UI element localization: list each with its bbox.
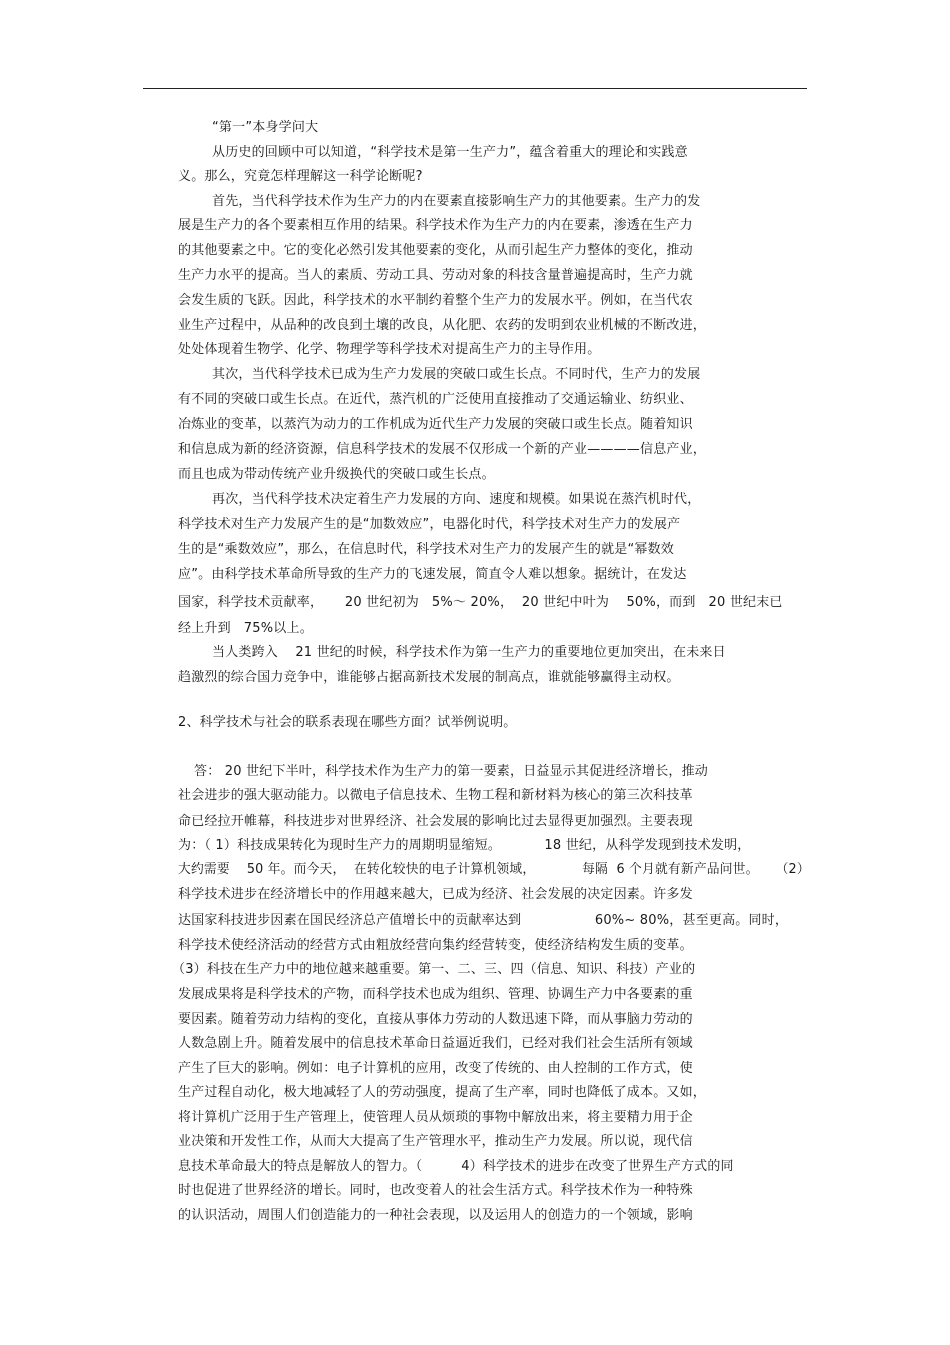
- answer-line: 的认识活动，周围人们创造能力的一种社会表现，以及运用人的创造力的一个领域，影响: [178, 1208, 693, 1223]
- text-line: 其次，当代科学技术已成为生产力发展的突破口或生长点。不同时代，生产力的发展: [212, 367, 701, 382]
- answer-line: 要因素。随着劳动力结构的变化，直接从事体力劳动的人数迅速下降，而从事脑力劳动的: [178, 1012, 693, 1027]
- text-line: 首先，当代科学技术作为生产力的内在要素直接影响生产力的其他要素。生产力的发: [212, 194, 701, 209]
- text-line: 冶炼业的变革，以蒸汽为动力的工作机成为近代生产力发展的突破口或生长点。随着知识: [178, 417, 693, 432]
- text-line: 而且也成为带动传统产业升级换代的突破口或生长点。: [178, 467, 495, 482]
- text-line: 从历史的回顾中可以知道，“科学技术是第一生产力”，蕴含着重大的理论和实践意: [212, 145, 688, 160]
- answer-line: 息技术革命最大的特点是解放人的智力。（ 4）科学技术的进步在改变了世界生产方式的同: [178, 1159, 734, 1174]
- section-title: “第一”本身学问大: [212, 120, 319, 135]
- text-line: 有不同的突破口或生长点。在近代，蒸汽机的广泛使用直接推动了交通运输业、纺织业、: [178, 392, 693, 407]
- answer-line: 产生了巨大的影响。例如：电子计算机的应用，改变了传统的、由人控制的工作方式，使: [178, 1061, 693, 1076]
- text-line: 处处体现着生物学、化学、物理学等科学技术对提高生产力的主导作用。: [178, 342, 601, 357]
- text-line: 展是生产力的各个要素相互作用的结果。科学技术作为生产力的内在要素，渗透在生产力: [178, 218, 693, 233]
- text-line: 应”。由科学技术革命所导致的生产力的飞速发展，简直令人难以想象。据统计，在发达: [178, 567, 687, 582]
- answer-line: （3）科技在生产力中的地位越来越重要。第一、二、三、四（信息、知识、科技）产业的: [172, 962, 696, 977]
- answer-line: 发展成果将是科学技术的产物，而科学技术也成为组织、管理、协调生产力中各要素的重: [178, 987, 693, 1002]
- text-line: 国家，科学技术贡献率， 20 世纪初为 5%～ 20%， 20 世纪中叶为 50%，而到 20 世纪末已: [178, 595, 783, 610]
- answer-line: 业决策和开发性工作，从而大大提高了生产管理水平，推动生产力发展。所以说，现代信: [178, 1134, 693, 1149]
- answer-line: 命已经拉开帷幕，科技进步对世界经济、社会发展的影响比过去显得更加强烈。主要表现: [178, 814, 693, 829]
- answer-line: 大约需要 50 年。而今天， 在转化较快的电子计算机领域， 每隔 6 个月就有新产品问世。 （2）: [178, 862, 810, 877]
- answer-line: 将计算机广泛用于生产管理上，使管理人员从烦琐的事物中解放出来，将主要精力用于企: [178, 1110, 693, 1125]
- answer-line: 生产过程自动化，极大地减轻了人的劳动强度，提高了生产率，同时也降低了成本。又如，: [178, 1085, 707, 1100]
- text-line: 义。那么，究竟怎样理解这一科学论断呢?: [178, 169, 423, 184]
- text-line: 生的是“乘数效应”，那么，在信息时代，科学技术对生产力的发展产生的就是“幂数效: [178, 542, 675, 557]
- answer-line: 科学技术使经济活动的经营方式由粗放经营向集约经营转变，使经济结构发生质的变革。: [178, 938, 693, 953]
- answer-line: 时也促进了世界经济的增长。同时，也改变着人的社会生活方式。科学技术作为一种特殊: [178, 1183, 693, 1198]
- header-rule: [143, 88, 807, 89]
- text-line: 业生产过程中，从品种的改良到土壤的改良，从化肥、农药的发明到农业机械的不断改进，: [178, 318, 707, 333]
- answer-line: 人数急剧上升。随着发展中的信息技术革命日益逼近我们，已经对我们社会生活所有领域: [178, 1036, 693, 1051]
- answer-line: 为：（ 1）科技成果转化为现时生产力的周期明显缩短。 18 世纪，从科学发现到技术发明，: [178, 838, 751, 853]
- answer-line: 达国家科技进步因素在国民经济总产值增长中的贡献率达到 60%~ 80%，甚至更高。同时，: [178, 913, 789, 928]
- text-line: 的其他要素之中。它的变化必然引发其他要素的变化，从而引起生产力整体的变化，推动: [178, 243, 693, 258]
- answer-line: 社会进步的强大驱动能力。以微电子信息技术、生物工程和新材料为核心的第三次科技革: [178, 788, 693, 803]
- text-line: 会发生质的飞跃。因此，科学技术的水平制约着整个生产力的发展水平。例如，在当代农: [178, 293, 693, 308]
- answer-line: 答： 20 世纪下半叶，科学技术作为生产力的第一要素，日益显示其促进经济增长，推动: [194, 764, 709, 779]
- question-heading: 2、科学技术与社会的联系表现在哪些方面？试举例说明。: [178, 715, 517, 730]
- answer-line: 科学技术进步在经济增长中的作用越来越大，已成为经济、社会发展的决定因素。许多发: [178, 887, 693, 902]
- text-line: 趋激烈的综合国力竞争中，谁能够占据高新技术发展的制高点，谁就能够赢得主动权。: [178, 670, 680, 685]
- text-line: 再次，当代科学技术决定着生产力发展的方向、速度和规模。如果说在蒸汽机时代，: [212, 492, 701, 507]
- text-line: 当人类跨入 21 世纪的时候，科学技术作为第一生产力的重要地位更加突出，在未来日: [212, 645, 726, 660]
- text-line: 和信息成为新的经济资源，信息科学技术的发展不仅形成一个新的产业————信息产业，: [178, 442, 707, 457]
- text-line: 经上升到 75%以上。: [178, 621, 313, 636]
- text-line: 科学技术对生产力发展产生的是“加数效应”，电器化时代，科学技术对生产力的发展产: [178, 517, 681, 532]
- text-line: 生产力水平的提高。当人的素质、劳动工具、劳动对象的科技含量普遍提高时，生产力就: [178, 268, 693, 283]
